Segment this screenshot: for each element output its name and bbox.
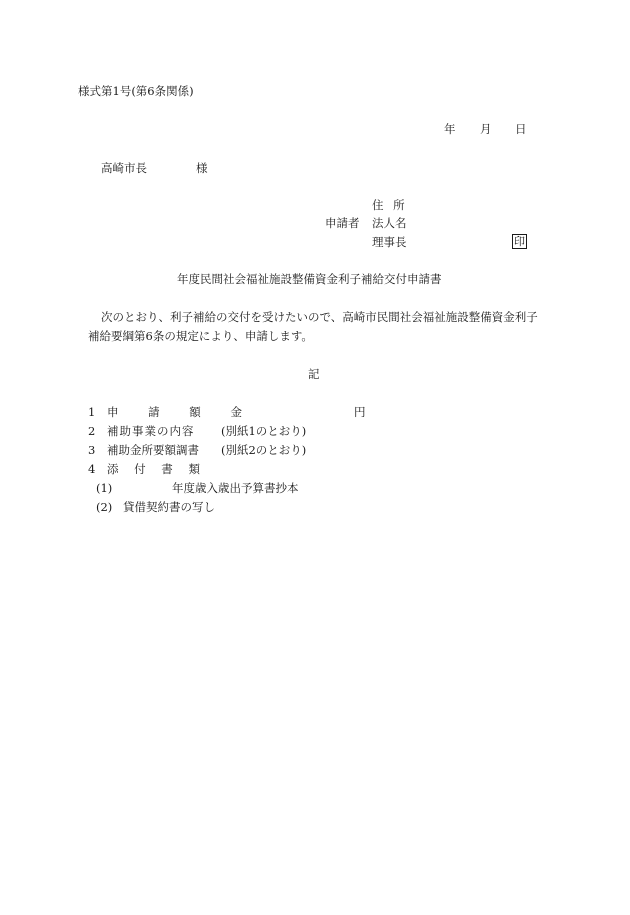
ki-heading: 記 [308, 367, 320, 381]
item-3-value: (別紙2のとおり) [221, 443, 307, 457]
applicant-label: 申請者 [325, 216, 360, 230]
body-line-1: 次のとおり、利子補給の交付を受けたいので、高崎市民間社会福祉施設整備資金利子 [101, 310, 538, 324]
attachment-1-label: 年度歳入歳出予算書抄本 [172, 481, 299, 495]
date-day: 日 [515, 122, 527, 136]
corporation-label: 法人名 [372, 216, 407, 230]
item-2-value: (別紙1のとおり) [221, 424, 307, 438]
item-1-value: 円 [354, 405, 366, 419]
item-2-label: 補助事業の内容 [107, 424, 195, 438]
item-3-number: 3 [88, 443, 96, 457]
item-2-number: 2 [88, 424, 96, 438]
attachment-2-label: 貸借契約書の写し [123, 500, 215, 514]
addressee-honorific: 様 [196, 161, 208, 175]
body-line-2: 補給要綱第6条の規定により、申請します。 [88, 329, 313, 343]
attachment-2-number: (2) [96, 500, 113, 514]
seal-mark: 印 [514, 235, 525, 248]
addressee-name: 高崎市長 [101, 161, 147, 175]
director-label: 理事長 [372, 235, 407, 249]
item-1-label: 申 請 額 金 [107, 405, 255, 419]
document-title: 年度民間社会福祉施設整備資金利子補給交付申請書 [177, 272, 442, 286]
item-3-label: 補助金所要額調書 [107, 443, 199, 457]
attachment-1-number: (1) [96, 481, 113, 495]
item-4-label: 添 付 書 類 [107, 462, 206, 476]
form-label: 様式第1号(第6条関係) [78, 84, 194, 98]
item-4-number: 4 [88, 462, 96, 476]
date-month: 月 [480, 122, 492, 136]
address-label: 住 所 [372, 198, 408, 212]
date-year: 年 [444, 122, 456, 136]
item-1-number: 1 [88, 405, 96, 419]
